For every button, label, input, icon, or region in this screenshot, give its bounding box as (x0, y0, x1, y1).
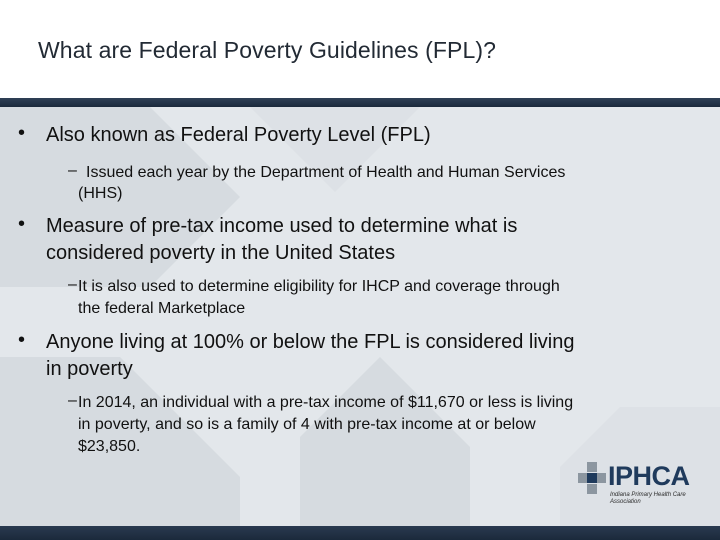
sub-bullet-3-marker: – (68, 392, 77, 409)
bullet-2-line-1: Measure of pre-tax income used to determine what is (46, 215, 518, 237)
bullet-3-marker: • (18, 329, 26, 351)
sub-bullet-2-line-2: the federal Marketplace (78, 300, 246, 317)
title-area (0, 0, 720, 98)
bullet-1-marker: • (18, 122, 26, 144)
footer-bar (0, 526, 720, 540)
logo-tagline-line-2: Association (610, 499, 641, 505)
bullet-3-line-1: Anyone living at 100% or below the FPL is considered living (46, 331, 575, 353)
sub-bullet-1-line-2: (HHS) (78, 185, 123, 202)
bullet-3-line-2: in poverty (46, 358, 133, 380)
iphca-logo (578, 460, 698, 506)
logo-tagline (610, 492, 686, 506)
title-divider-bar (0, 98, 720, 107)
slide-title: What are Federal Poverty Guidelines (FPL)? (38, 37, 497, 63)
sub-bullet-3-line-3: $23,850. (78, 438, 141, 455)
sub-bullet-2-marker: – (68, 276, 77, 293)
logo-mark-icon (578, 462, 608, 496)
logo-wordmark: IPHCA (608, 461, 690, 491)
sub-bullet-2-line-1: It is also used to determine eligibility for IHCP and coverage through (78, 278, 560, 295)
sub-bullet-1-marker: – (68, 162, 77, 179)
sub-bullet-3-line-2: in poverty, and so is a family of 4 with pre-tax income at or below (78, 416, 536, 433)
bullet-1-line-1: Also known as Federal Poverty Level (FPL) (46, 124, 431, 146)
sub-bullet-1-line-1: Issued each year by the Department of Health and Human Services (86, 164, 566, 181)
logo-tagline-line-1: Indiana Primary Health Care (610, 492, 686, 498)
bullet-2-marker: • (18, 213, 26, 235)
sub-bullet-3-line-1: In 2014, an individual with a pre-tax income of $11,670 or less is living (78, 394, 574, 411)
bullet-2-line-2: considered poverty in the United States (46, 242, 396, 264)
